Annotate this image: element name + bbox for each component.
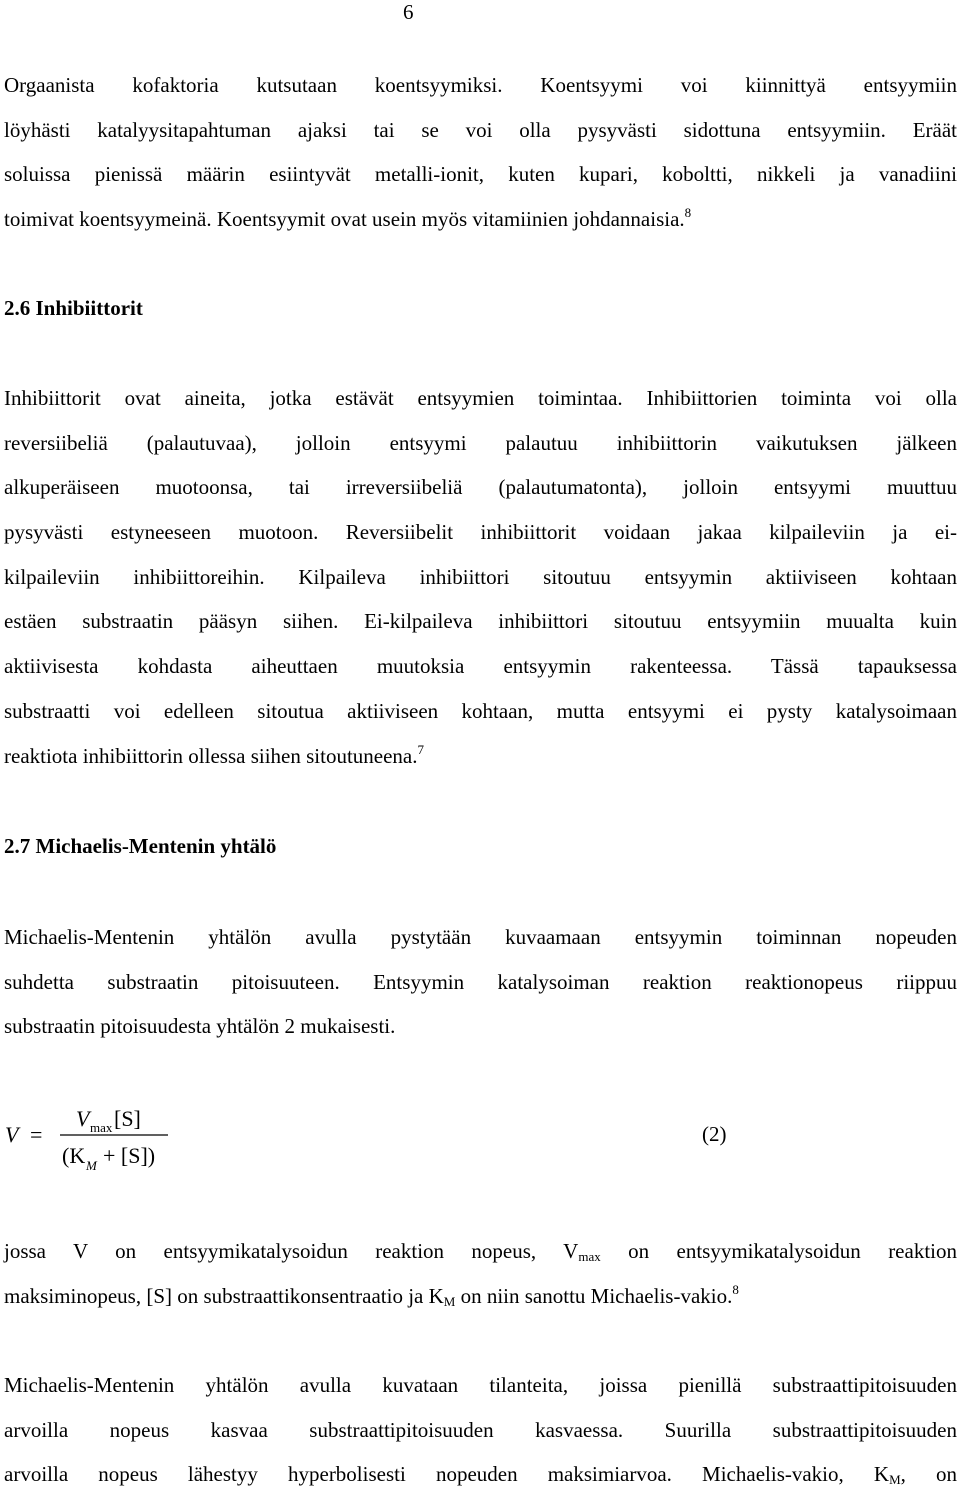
- denominator-km-sub: M: [86, 1158, 97, 1173]
- text-line: reversiibeliä (palautuvaa), jolloin entsyymi palautuu inhibiittorin vaikutuksen jälkeen: [4, 430, 957, 455]
- text-line-content: reaktiota inhibiittorin ollessa siihen sitoutuneena.: [4, 743, 418, 768]
- text-line: aktiivisesta kohdasta aiheuttaen muutoksia entsyymin rakenteessa. Tässä tapauksessa: [4, 654, 957, 679]
- michaelis-menten-equation: [0, 1100, 960, 1180]
- text-line: substraatti voi edelleen sitoutua aktiiviseen kohtaan, mutta entsyymi ei pysty katalysoimaan: [4, 698, 957, 723]
- text-line: estäen substraatin pääsyn siihen. Ei-kilpaileva inhibiittori sitoutuu entsyymiin muualta kuin: [4, 609, 957, 634]
- text-line: Inhibiittorit ovat aineita, jotka estävät entsyymien toimintaa. Inhibiittorien toiminta voi olla: [4, 386, 957, 410]
- equation-lhs: V: [5, 1122, 19, 1147]
- text-line: Michaelis-Mentenin yhtälön avulla pystytään kuvaamaan entsyymin toiminnan nopeuden: [4, 925, 957, 949]
- text-line: [4, 1229, 957, 1274]
- text-line: kilpaileviin inhibiittoreihin. Kilpaileva inhibiittori sitoutuu entsyymin aktiiviseen kohtaan: [4, 564, 957, 589]
- text-line: suhdetta substraatin pitoisuuteen. Entsyymin katalysoiman reaktion reaktionopeus riippuu: [4, 969, 957, 994]
- text-line: soluissa pienissä määrin esiintyvät metalli-ionit, kuten kupari, koboltti, nikkeli ja vanadiini: [4, 162, 957, 187]
- text-line-content: maksiminopeus, [S] on substraattikonsentraatio ja K: [4, 1283, 444, 1308]
- paragraph-inhibitors: [4, 376, 957, 778]
- paragraph-equation-terms: [4, 1229, 957, 1318]
- km-subscript: M: [889, 1472, 901, 1488]
- citation-ref: 8: [732, 1281, 739, 1297]
- numerator-v: V: [76, 1106, 90, 1131]
- equation-number: (2): [702, 1122, 727, 1146]
- section-heading-inhibitors: 2.6 Inhibiittorit: [4, 296, 143, 320]
- text-line: [4, 734, 957, 779]
- text-line: substraatin pitoisuudesta yhtälön 2 mukaisesti.: [4, 1014, 396, 1039]
- equation-equals: =: [30, 1122, 43, 1147]
- page-number: 6: [403, 0, 414, 24]
- text-line-content: arvoilla nopeus lähestyy hyperbolisesti nopeuden maksimiarvoa. Michaelis-vakio, K: [4, 1462, 890, 1487]
- km-subscript: M: [443, 1293, 456, 1309]
- text-line: löyhästi katalyysitapahtuman ajaksi tai se voi olla pysyvästi sidottuna entsyymiin. Eräät: [4, 117, 957, 142]
- text-line-content: , on: [900, 1462, 958, 1487]
- text-line: alkuperäiseen muotoonsa, tai irreversiibeliä (palautumatonta), jolloin entsyymi muuttuu: [4, 475, 957, 500]
- text-line: [4, 1452, 957, 1497]
- text-line-content: on entsyymikatalysoidun reaktion: [600, 1239, 957, 1263]
- text-line-content: on niin sanottu Michaelis-vakio.: [455, 1283, 733, 1308]
- numerator-substrate: [S]: [114, 1106, 141, 1131]
- text-line: [4, 1274, 957, 1319]
- citation-ref: 7: [417, 741, 424, 757]
- paragraph-coenzymes: [4, 63, 957, 242]
- text-line: pysyvästi estyneeseen muotoon. Reversiibelit inhibiittorit voidaan jakaa kilpaileviin ja ei-: [4, 520, 957, 545]
- text-line-content: jossa V on entsyymikatalysoidun reaktion nopeus, V: [4, 1239, 579, 1263]
- vmax-subscript: max: [578, 1249, 601, 1264]
- paragraph-mm-intro: [4, 915, 957, 1049]
- numerator-vmax-sub: max: [90, 1120, 113, 1135]
- text-line: Michaelis-Mentenin yhtälön avulla kuvataan tilanteita, joissa pienillä substraattipitoisuuden: [4, 1373, 957, 1397]
- text-line: Orgaanista kofaktoria kutsutaan koentsyymiksi. Koentsyymi voi kiinnittyä entsyymiin: [4, 73, 957, 97]
- paragraph-mm-description: [4, 1363, 957, 1497]
- denominator-rest: + [S]): [103, 1143, 156, 1168]
- text-line-content: toimivat koentsyymeinä. Koentsyymit ovat usein myös vitamiinien johdannaisia.: [4, 207, 685, 232]
- text-line: arvoilla nopeus kasvaa substraattipitoisuuden kasvaessa. Suurilla substraattipitoisuuden: [4, 1417, 957, 1442]
- text-line: [4, 197, 957, 242]
- denominator-km: (K: [62, 1143, 86, 1168]
- citation-ref: 8: [684, 205, 692, 221]
- section-heading-michaelis-menten: 2.7 Michaelis-Mentenin yhtälö: [4, 834, 277, 858]
